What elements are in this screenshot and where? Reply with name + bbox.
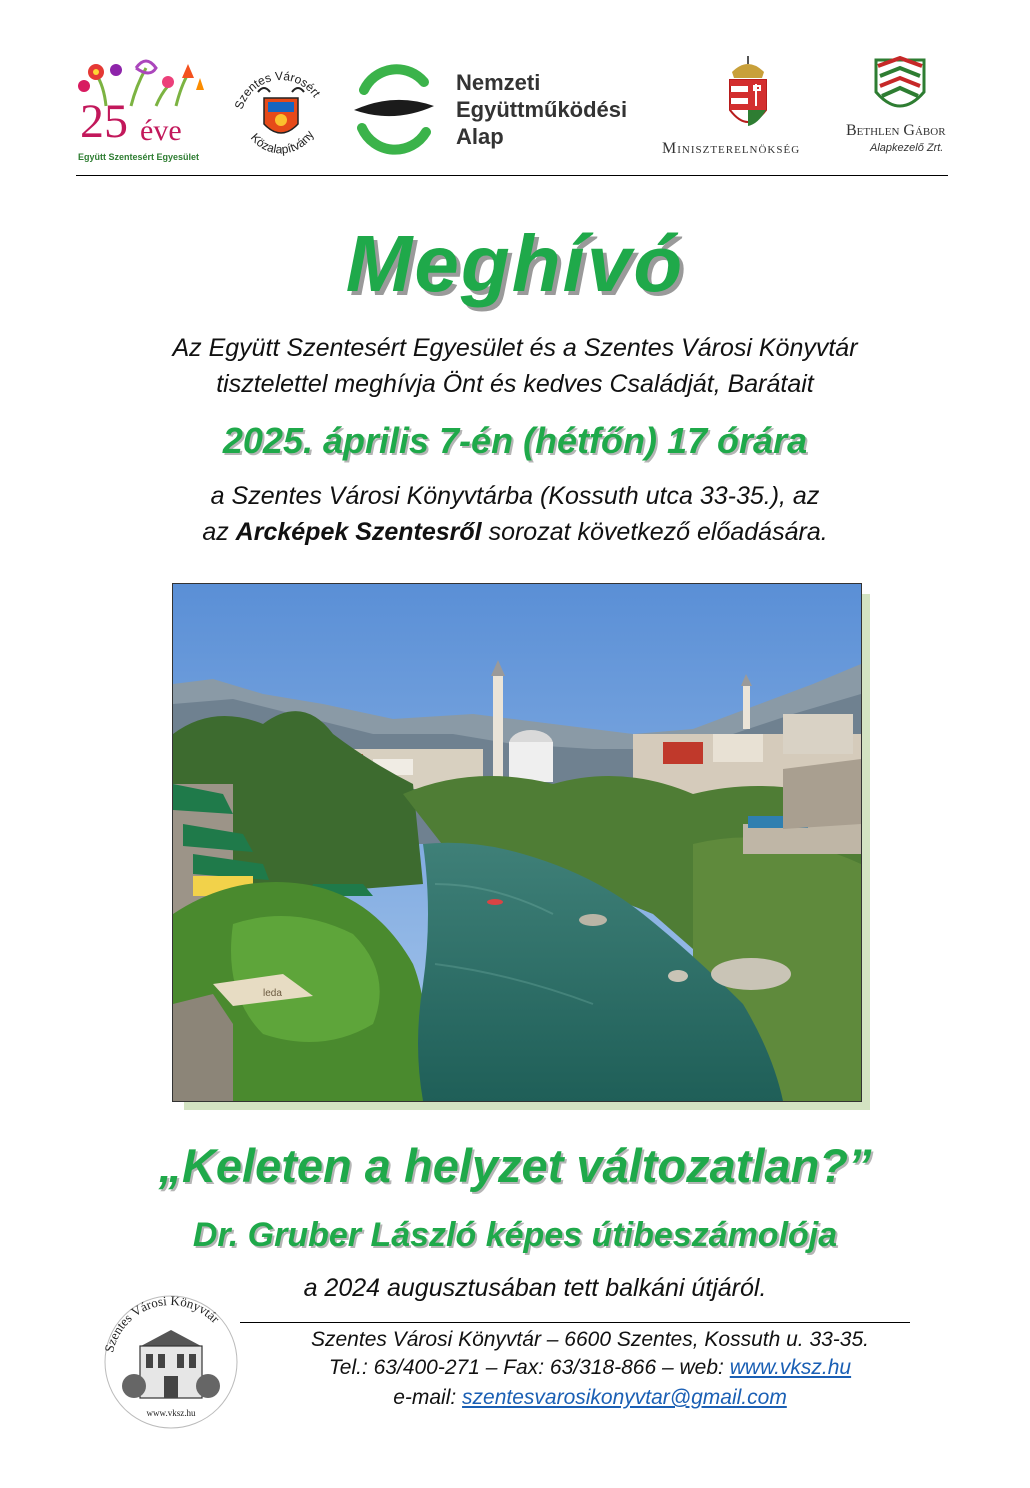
lecture-subtitle: Dr. Gruber László képes útibeszámolója	[192, 1216, 838, 1254]
nea-logo	[350, 60, 650, 160]
footer-phone-fax: Tel.: 63/400-271 – Fax: 63/318-866 – web:	[328, 1356, 724, 1379]
kozalapitvany-arc-bottom: Közalapítvány	[247, 128, 317, 157]
kozalapitvany-logo	[226, 62, 336, 172]
event-date: 2025. április 7-én (hétfőn) 17 órára	[222, 420, 808, 461]
library-arc-text: Szentes Városi Könyvtár	[101, 1292, 223, 1354]
city-seal-icon	[226, 62, 336, 172]
library-building-icon	[96, 1290, 246, 1430]
intro-line-2: tisztelettel meghívja Önt és kedves Családját, Barátait	[216, 370, 814, 398]
bethlen-line2: Alapkezelő Zrt.	[870, 142, 944, 154]
series-name: Arcképek Szentesről	[235, 518, 482, 546]
coat-of-arms-icon	[718, 54, 778, 138]
header-divider	[76, 175, 948, 176]
mostar-photo	[172, 583, 862, 1102]
email-link[interactable]: szentesvarosikonyvtar@gmail.com	[462, 1386, 787, 1409]
umbrella-text: leda	[263, 988, 282, 999]
egyutt-eve: éve	[140, 114, 182, 147]
kozalapitvany-arc-top: Szentes Városért	[231, 68, 324, 112]
egyutt-szentesert-logo	[76, 56, 216, 166]
footer-divider	[240, 1322, 910, 1323]
river-town-illustration	[173, 584, 861, 1101]
venue-prefix: az	[202, 518, 229, 546]
email-label: e-mail:	[393, 1386, 457, 1409]
bethlen-gabor-logo	[842, 56, 957, 166]
nea-line1: Nemzeti	[456, 70, 541, 95]
bethlen-shield-icon	[872, 56, 928, 120]
bethlen-line1: Bethlen Gábor	[846, 122, 946, 139]
egyutt-years: 25	[80, 95, 128, 148]
intro-line-1: Az Együtt Szentesért Egyesület és a Szentes Városi Könyvtár	[172, 334, 858, 362]
egyutt-caption: Együtt Szentesért Egyesület	[78, 152, 200, 162]
lecture-detail: a 2024 augusztusában tett balkáni útjáról.	[303, 1274, 767, 1302]
footer-address: Szentes Városi Könyvtár – 6600 Szentes, Kossuth u. 33-35.	[311, 1328, 869, 1351]
nea-ring-icon	[350, 60, 436, 156]
footer-contact	[230, 1356, 950, 1380]
nea-line3: Alap	[456, 124, 504, 149]
venue-line-1: a Szentes Városi Könyvtárba (Kossuth utca 33-35.), az	[210, 482, 820, 510]
ministry-logo	[660, 54, 835, 164]
library-logo	[96, 1290, 246, 1430]
nea-line2: Együttműködési	[456, 97, 628, 122]
lecture-title: „Keleten a helyzet változatlan?”	[158, 1139, 872, 1192]
footer-email	[230, 1386, 950, 1410]
library-web-text: www.vksz.hu	[146, 1408, 196, 1418]
venue-line-2	[0, 518, 1030, 547]
page-title: Meghívó	[345, 219, 685, 308]
web-link[interactable]: www.vksz.hu	[729, 1356, 852, 1379]
ministry-name: Miniszterelnökség	[662, 140, 801, 157]
venue-suffix: sorozat következő előadására.	[488, 518, 828, 546]
